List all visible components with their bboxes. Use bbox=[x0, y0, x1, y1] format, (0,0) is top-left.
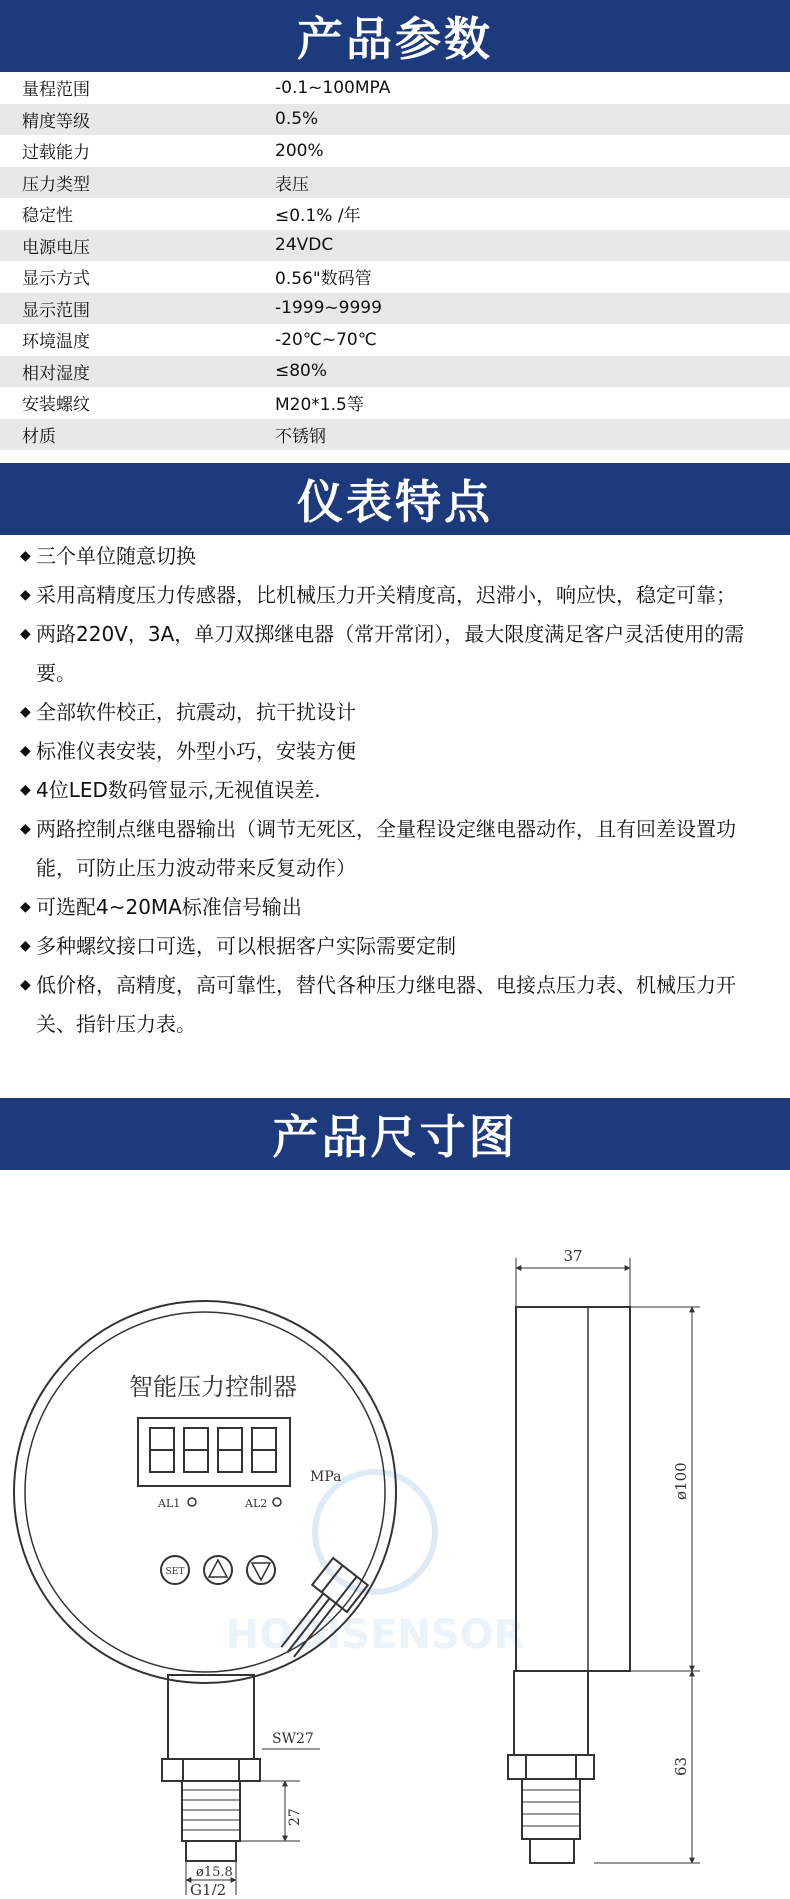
side-view bbox=[508, 1307, 630, 1863]
diamond-bullet-icon: ◆ bbox=[20, 977, 31, 993]
down-arrow-icon bbox=[252, 1563, 270, 1580]
feature-item bbox=[0, 537, 790, 576]
features-list bbox=[0, 537, 790, 1044]
device-title: 智能压力控制器 bbox=[129, 1373, 297, 1401]
spec-row bbox=[0, 324, 790, 356]
dim-63-label: 63 bbox=[672, 1756, 690, 1776]
al2-label: AL2 bbox=[245, 1497, 268, 1510]
spec-value: M20*1.5等 bbox=[275, 395, 364, 416]
feature-text: 多种螺纹接口可选，可以根据客户实际需要定制 bbox=[36, 934, 456, 958]
spec-value: 200% bbox=[275, 140, 324, 161]
feature-text: 全部软件校正，抗震动，抗干扰设计 bbox=[36, 700, 356, 724]
spec-label: 稳定性 bbox=[22, 206, 73, 227]
side-thread bbox=[522, 1779, 580, 1839]
spec-row bbox=[0, 104, 790, 136]
feature-item bbox=[0, 966, 790, 1044]
spec-row bbox=[0, 135, 790, 167]
dim-37-label: 37 bbox=[563, 1247, 583, 1265]
feature-item bbox=[0, 771, 790, 810]
spec-table bbox=[0, 72, 790, 450]
spec-value: 24VDC bbox=[275, 235, 334, 256]
al2-led bbox=[273, 1498, 281, 1506]
spec-value: 表压 bbox=[275, 174, 309, 195]
diamond-bullet-icon: ◆ bbox=[20, 899, 31, 915]
spec-label: 量程范围 bbox=[22, 80, 90, 101]
diamond-bullet-icon: ◆ bbox=[20, 743, 31, 759]
feature-item bbox=[0, 927, 790, 966]
features-banner bbox=[0, 463, 790, 535]
diamond-bullet-icon: ◆ bbox=[20, 626, 31, 642]
spec-label: 精度等级 bbox=[22, 111, 90, 132]
spec-value: -0.1~100MPA bbox=[275, 77, 391, 98]
wrench-label: SW27 bbox=[272, 1731, 314, 1747]
feature-item bbox=[0, 693, 790, 732]
side-view-labels bbox=[563, 1247, 690, 1776]
up-arrow-icon bbox=[209, 1560, 227, 1577]
spec-value: 不锈钢 bbox=[275, 426, 326, 447]
dim-158-label: ø15.8 bbox=[196, 1865, 233, 1880]
diamond-bullet-icon: ◆ bbox=[20, 704, 31, 720]
spec-row bbox=[0, 293, 790, 325]
spec-value: ≤0.1% /年 bbox=[275, 206, 361, 227]
thread-tip bbox=[186, 1841, 236, 1861]
al1-led bbox=[188, 1498, 196, 1506]
watermark bbox=[226, 1472, 525, 1658]
side-body bbox=[516, 1307, 630, 1671]
spec-row bbox=[0, 419, 790, 451]
thread-label: G1/2 bbox=[190, 1881, 227, 1895]
side-stem bbox=[514, 1671, 588, 1755]
spec-label: 过载能力 bbox=[22, 143, 90, 164]
spec-label: 相对湿度 bbox=[22, 363, 90, 384]
feature-text: 两路控制点继电器输出（调节无死区，全量程设定继电器动作，且有回差设置功能，可防止压力波动带来反复动作） bbox=[36, 817, 736, 880]
dims-title: 产品尺寸图 bbox=[272, 1110, 518, 1164]
watermark-text: HODISENSOR bbox=[225, 1612, 525, 1658]
params-title: 产品参数 bbox=[297, 12, 493, 66]
al1-label: AL1 bbox=[158, 1497, 181, 1510]
feature-item bbox=[0, 615, 790, 693]
dimension-drawing bbox=[0, 1170, 790, 1895]
dim-100-label: ø100 bbox=[672, 1462, 690, 1500]
spec-label: 显示范围 bbox=[22, 300, 90, 321]
spec-value: 0.5% bbox=[275, 109, 319, 130]
spec-row bbox=[0, 230, 790, 262]
spec-row bbox=[0, 167, 790, 199]
diamond-bullet-icon: ◆ bbox=[20, 587, 31, 603]
spec-value: ≤80% bbox=[275, 361, 328, 382]
unit-label: MPa bbox=[310, 1469, 342, 1485]
diamond-bullet-icon: ◆ bbox=[20, 938, 31, 954]
side-thread-tip bbox=[530, 1839, 574, 1863]
set-label: SET bbox=[165, 1567, 185, 1577]
feature-text: 三个单位随意切换 bbox=[36, 544, 196, 568]
dimension-drawing-svg bbox=[0, 1170, 790, 1895]
dim-27-label: 27 bbox=[287, 1808, 303, 1826]
spec-label: 材质 bbox=[22, 426, 56, 447]
features-title: 仪表特点 bbox=[297, 475, 493, 529]
feature-text: 采用高精度压力传感器，比机械压力开关精度高，迟滞小，响应快，稳定可靠； bbox=[36, 583, 736, 607]
spec-row bbox=[0, 387, 790, 419]
spec-label: 压力类型 bbox=[22, 174, 90, 195]
diamond-bullet-icon: ◆ bbox=[20, 782, 31, 798]
feature-item bbox=[0, 888, 790, 927]
spec-label: 环境温度 bbox=[22, 332, 90, 353]
feature-text: 4位LED数码管显示,无视值误差. bbox=[36, 778, 321, 802]
feature-text: 标准仪表安装，外型小巧，安装方便 bbox=[36, 739, 356, 763]
diamond-bullet-icon: ◆ bbox=[20, 548, 31, 564]
spec-row bbox=[0, 198, 790, 230]
feature-item bbox=[0, 732, 790, 771]
feature-text: 两路220V，3A，单刀双掷继电器（常开常闭），最大限度满足客户灵活使用的需要。 bbox=[36, 622, 745, 685]
feature-item bbox=[0, 576, 790, 615]
spec-value: -20℃~70℃ bbox=[275, 329, 377, 350]
hex-nut bbox=[162, 1759, 260, 1781]
feature-text: 低价格，高精度，高可靠性，替代各种压力继电器、电接点压力表、机械压力开关、指针压力表。 bbox=[36, 973, 736, 1036]
spec-label: 安装螺纹 bbox=[22, 395, 90, 416]
spec-row bbox=[0, 356, 790, 388]
spec-row bbox=[0, 261, 790, 293]
feature-item bbox=[0, 810, 790, 888]
diamond-bullet-icon: ◆ bbox=[20, 821, 31, 837]
feature-text: 可选配4~20MA标准信号输出 bbox=[36, 895, 302, 919]
dims-banner bbox=[0, 1098, 790, 1170]
spec-row bbox=[0, 72, 790, 104]
params-banner bbox=[0, 0, 790, 72]
led-digits bbox=[150, 1428, 276, 1472]
spec-label: 显示方式 bbox=[22, 269, 90, 290]
side-hex bbox=[508, 1755, 594, 1779]
spec-label: 电源电压 bbox=[22, 237, 90, 258]
spec-value: 0.56"数码管 bbox=[275, 269, 372, 290]
stem bbox=[168, 1675, 254, 1759]
spec-value: -1999~9999 bbox=[275, 298, 382, 319]
